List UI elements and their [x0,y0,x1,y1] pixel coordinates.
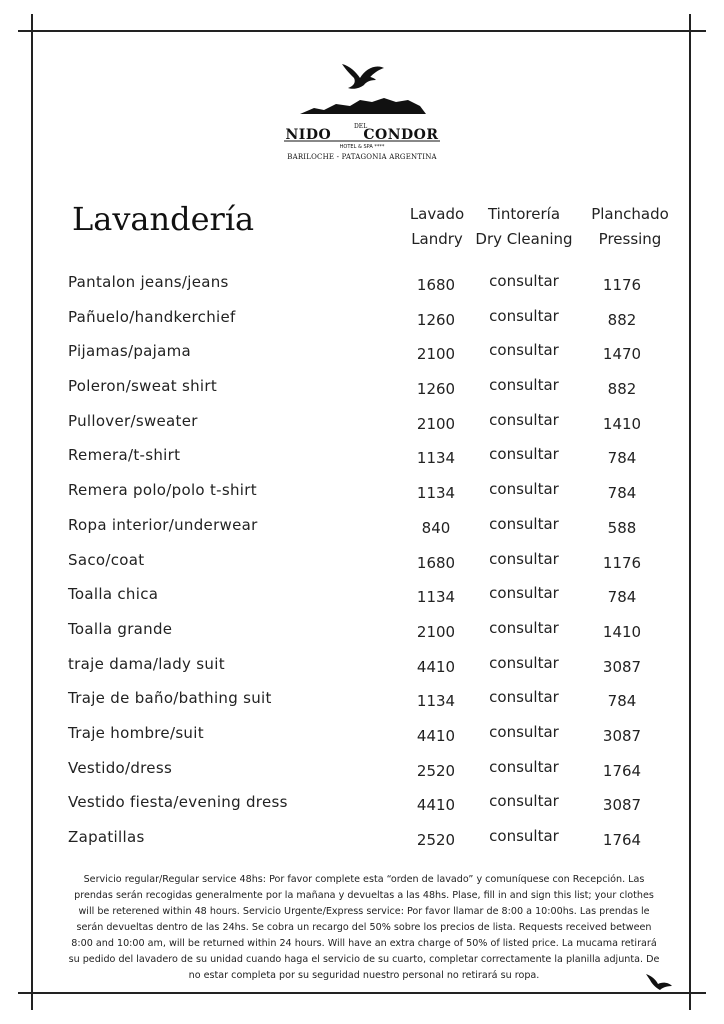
table-row [0,339,724,374]
lavado-price: 1260 [416,310,456,329]
table-row [0,582,724,617]
item-name: Pantalon jeans/jeans [68,273,229,291]
table-row [0,652,724,687]
table-row [0,756,724,791]
table-row [0,513,724,548]
lavado-price: 1134 [416,484,456,503]
tintoreria-price: consultar [489,827,559,845]
item-name: Pijamas/pajama [68,342,191,361]
lavado-price: 1134 [416,692,456,711]
logo-subtitle: HOTEL & SPA **** [339,144,385,150]
service-note: Servicio regular/Regular service 48hs: Por favor complete esta “orden de lavado” y comuníquese con Recepción. Las prendas serán recogidas generalmente por la mañana y devueltas a las 48hs. Plase, fill in and sign this list; your clothes will be reterened within 48 hours. Servicio Urgente/Express service: Por favor llamar de 8:00 a 10:00hs. Las prendas le serán devueltas dentro de las 24hs. Se cobra un recargo del 50% sobre los precios de lista. Requests received between 8:00 and 10:00 am, will be returned within 24 hours. Will have an extra charge of 50% of listed price. La mucama retirará su pedido del lavadero de su unidad cuando haga el servicio de su cuarto, completar correctamente la planilla adjunta. De no estar completa por su seguridad nuestro personal no retirará su ropa. [68,874,660,981]
planchado-price: 784 [607,588,637,607]
lavado-price: 4410 [416,726,456,745]
bottom-border-line [18,992,706,994]
planchado-price: 784 [607,484,637,503]
planchado-price: 882 [607,380,637,399]
price-list [0,270,724,860]
planchado-price: 3087 [602,796,642,815]
tintoreria-price: consultar [489,792,559,811]
lavado-price: 2100 [416,345,456,364]
lavado-price: 840 [421,518,451,537]
table-row [0,721,724,756]
planchado-price: 1176 [602,553,642,572]
item-name: Toalla chica [68,585,159,604]
item-name: Ropa interior/underwear [68,515,258,534]
page-title: Lavandería [72,200,255,238]
item-name: Toalla grande [68,619,173,638]
table-row [0,270,724,305]
column-header-tintoreria: Tintorería Dry Cleaning [475,205,573,248]
planchado-price: 3087 [602,726,642,745]
tintoreria-price: consultar [489,653,559,672]
lavado-price: 1260 [416,380,456,399]
item-name: Remera polo/polo t-shirt [68,481,257,500]
item-name: traje dama/lady suit [68,654,225,673]
item-name: Remera/t-shirt [68,446,181,465]
column-header-planchado: Planchado Pressing [591,205,669,248]
lavado-price: 1134 [416,588,456,607]
planchado-price: 784 [607,692,637,711]
top-border-line [18,30,706,32]
logo-name-del: DEL [354,123,368,130]
tintoreria-price: consultar [489,445,559,464]
tintoreria-price: consultar [489,410,559,429]
tintoreria-price: consultar [489,514,559,533]
tintoreria-price: consultar [489,688,559,707]
condor-icon [644,970,674,992]
logo-location: BARILOCHE - PATAGONIA ARGENTINA [287,153,437,161]
tintoreria-price: consultar [489,757,559,776]
column-header-lavado: Lavado Landry [409,205,465,248]
tintoreria-price: consultar [489,480,559,499]
planchado-price: 1410 [602,414,642,433]
tintoreria-price: consultar [489,376,559,395]
item-name: Traje hombre/suit [68,723,204,742]
planchado-price: 784 [607,449,637,468]
lavado-price: 4410 [416,657,456,676]
planchado-price: 1764 [602,831,642,849]
lavado-price: 2100 [416,414,456,433]
item-name: Pullover/sweater [68,411,198,430]
table-row [0,305,724,340]
tintoreria-price: consultar [489,306,559,325]
lavado-price: 2520 [416,831,456,849]
table-row [0,443,724,478]
lavado-price: 1680 [416,276,456,294]
item-name: Pañuelo/handkerchief [68,307,236,326]
tintoreria-price: consultar [489,549,559,568]
table-row [0,790,724,825]
planchado-price: 1764 [602,761,642,780]
tintoreria-price: consultar [489,272,559,290]
table-row [0,374,724,409]
item-name: Traje de baño/bathing suit [68,689,272,708]
table-row [0,686,724,721]
planchado-price: 3087 [602,657,642,676]
planchado-price: 1470 [602,345,642,364]
planchado-price: 588 [607,518,637,537]
item-name: Saco/coat [68,550,145,569]
table-row [0,409,724,444]
item-name: Vestido/dress [68,758,173,777]
lavado-price: 2100 [416,622,456,641]
tintoreria-price: consultar [489,722,559,741]
tintoreria-price: consultar [489,618,559,637]
lavado-price: 1680 [416,553,456,572]
planchado-price: 882 [607,310,637,329]
table-row [0,478,724,513]
tintoreria-price: consultar [489,584,559,603]
lavado-price: 4410 [416,796,456,815]
item-name: Zapatillas [68,828,145,846]
table-row [0,548,724,583]
lavado-price: 2520 [416,761,456,780]
tintoreria-price: consultar [489,341,559,360]
condor-mountain-icon [280,58,444,168]
lavado-price: 1134 [416,449,456,468]
planchado-price: 1176 [602,276,642,294]
table-row [0,617,724,652]
table-row [0,825,724,860]
item-name: Vestido fiesta/evening dress [68,793,288,812]
logo-name: NIDO CONDOR [285,127,439,143]
hotel-logo [280,58,444,168]
planchado-price: 1410 [602,622,642,641]
item-name: Poleron/sweat shirt [68,377,218,396]
